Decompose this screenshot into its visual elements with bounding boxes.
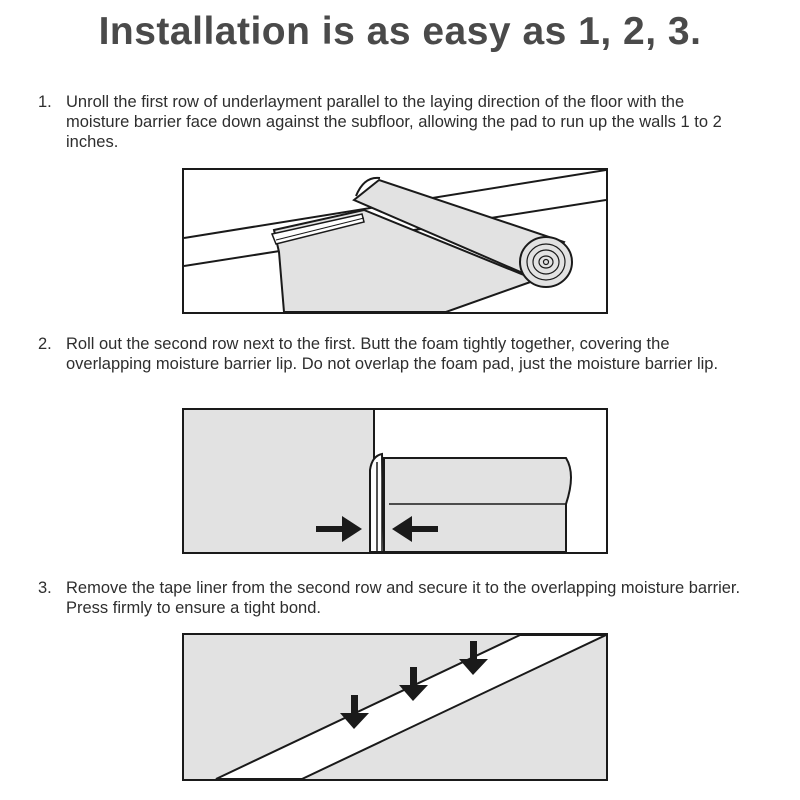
step-number: 1. [38,93,52,111]
step-1-instruction [38,92,743,152]
step-2-instruction [38,334,743,374]
butt-seam-drawing [184,410,606,552]
step-text: Remove the tape liner from the second row and secure it to the overlapping moisture barrier. Press firmly to ensure a tight bond. [66,579,741,617]
step-text: Unroll the first row of underlayment parallel to the laying direction of the floor with the moisture barrier face down against the subfloor, allowing the pad to run up the walls 1 to 2 inches. [66,93,722,151]
roll-unrolling-drawing [184,170,606,312]
step-number: 3. [38,579,52,597]
step-text: Roll out the second row next to the first. Butt the foam tightly together, covering the overlapping moisture barrier lip. Do not overlap the foam pad, just the moisture barrier lip. [66,335,719,373]
step-3-instruction [38,578,743,618]
step-number: 2. [38,335,52,353]
page-title: Installation is as easy as 1, 2, 3. [98,10,702,53]
roll-unrolling-illustration [182,168,608,314]
butt-seam-illustration [182,408,608,554]
tape-press-drawing [184,635,606,779]
tape-press-illustration [182,633,608,781]
